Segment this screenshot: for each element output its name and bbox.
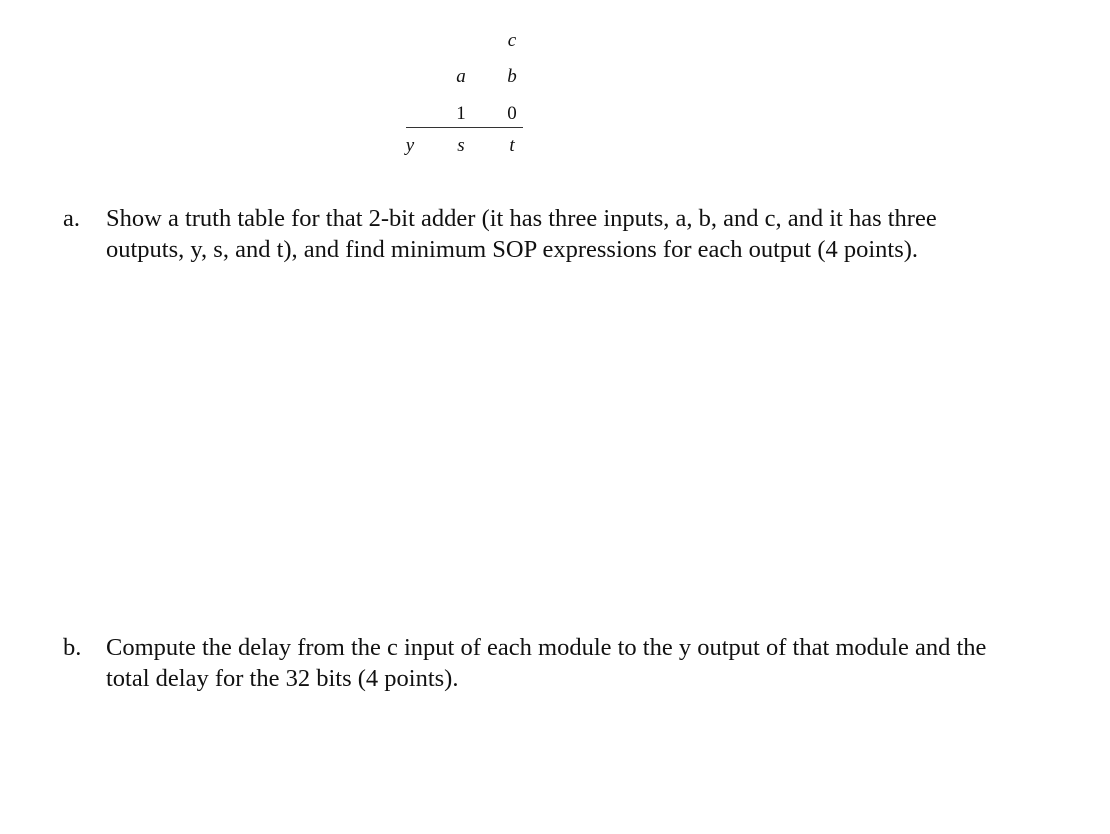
b-weight-value: 0 — [507, 103, 517, 124]
question-a — [63, 203, 1003, 303]
question-b-text: Compute the delay from the c input of each module to the y output of that module and the total delay for the 32 bits (4 points). — [106, 634, 987, 692]
question-b — [63, 632, 1003, 702]
question-b-marker: b. — [63, 634, 82, 661]
output-s-label: s — [457, 135, 465, 156]
question-a-text: Show a truth table for that 2-bit adder (it has three inputs, a, b, and c, and it has three outputs, y, s, and t), and find minimum SOP expressions for each output (4 points). — [106, 205, 937, 263]
input-a-label: a — [456, 66, 466, 87]
input-b-label: b — [507, 66, 517, 87]
output-y-label: y — [405, 135, 415, 156]
sum-divider-line — [406, 127, 523, 128]
carry-in-label: c — [507, 30, 517, 51]
output-t-label: t — [509, 135, 515, 156]
a-weight-value: 1 — [456, 103, 466, 124]
question-a-marker: a. — [63, 205, 80, 232]
